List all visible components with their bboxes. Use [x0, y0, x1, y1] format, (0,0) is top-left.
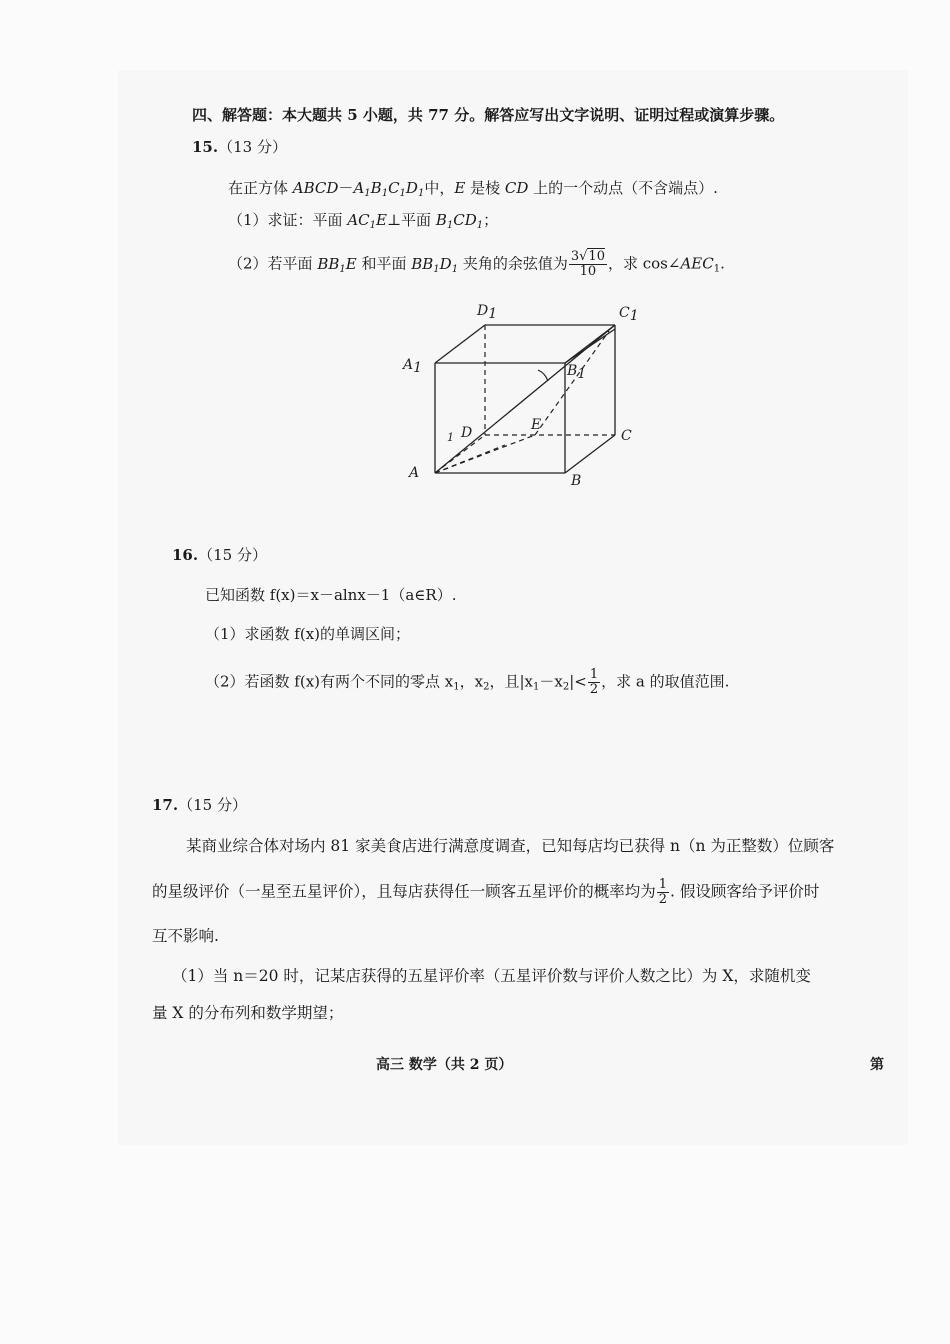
q15-p2-plane2: $BB_1D_1$ — [411, 254, 459, 275]
q15-stem-e: E — [454, 179, 466, 197]
label-B: B — [571, 473, 582, 489]
q15-p2-text: （2）若平面 — [228, 254, 318, 273]
label-C1: C1 — [619, 305, 639, 324]
q16-part2: （2）若函数 f(x)有两个不同的零点 $x_1$，$x_2$，且$|x_1-x_2|<$ $\frac{1}{2}$ ，求 a 的取值范围. — [205, 667, 730, 697]
q17-line1: 某商业综合体对场内 81 家美食店进行满意度调查，已知每店均已获得 n（n 为正整数）位顾客 — [186, 837, 835, 855]
q15-p1-end: ； — [483, 211, 499, 229]
q15-stem-text: 在正方体 — [228, 179, 293, 197]
q15-p1-text: （1）求证：平面 — [228, 211, 348, 229]
q16-p2-fraction — [588, 668, 600, 697]
q17-fraction — [657, 878, 669, 907]
q15-p2-den: 10 — [579, 264, 597, 279]
label-E: E — [531, 417, 542, 433]
q15-cube-top: $A_1B_1C_1D_1$ — [353, 179, 425, 199]
label-C: C — [621, 428, 632, 444]
q16-p2-lt: |< — [569, 672, 587, 691]
q16-p2-num: 1 — [589, 667, 599, 682]
q17-part1-b: 量 X 的分布列和数学期望； — [152, 1004, 344, 1022]
cube-figure — [395, 295, 655, 495]
q15-stem-math: ABCD — [292, 179, 339, 197]
q15-p1-plane2: $B_1CD_1$ — [435, 211, 484, 231]
q16-part1: （1）求函数 f(x)的单调区间； — [205, 625, 411, 643]
q16-p2-minus: －x — [539, 672, 563, 691]
q16-p2-x2: ，x — [459, 672, 484, 691]
q17-line2-text: 的星级评价（一星至五星评价），且每店获得任一顾客五星评价的概率均为 — [152, 882, 656, 901]
q16-heading — [172, 545, 267, 565]
q16-p2-text: （2）若函数 f(x)有两个不同的零点 x — [205, 672, 454, 691]
q15-p2-fraction: $\frac{3√10}{10}$ — [570, 249, 605, 279]
q17-line3: 互不影响. — [152, 927, 219, 945]
q16-stem: 已知函数 f(x)＝x－alnx－1（a∈R）. — [205, 586, 457, 604]
q15-part2: （2）若平面 $BB_1E$ 和平面 $BB_1D_1$ 夹角的余弦值为 $\frac{3√10}{10}$ ，求 $\cos\angle AEC_1$. — [228, 249, 725, 279]
q15-p1-plane1: $AC_1E$ — [347, 211, 387, 231]
q16-p2-end: ，求 a 的取值范围. — [601, 672, 730, 691]
q15-p2-plane1: $BB_1E$ — [317, 254, 357, 275]
q15-p2-ask: ，求 cos∠ — [607, 254, 681, 273]
q17-num: 1 — [658, 877, 668, 892]
q15-stem-text3: 是棱 — [465, 179, 505, 197]
q15-stem-cd: CD — [504, 179, 529, 197]
q16-score: （15 分） — [198, 546, 267, 564]
q15-stem-dash: － — [338, 179, 354, 197]
q17-line2-end: . 假设顾客给予评价时 — [670, 882, 820, 901]
q15-p2-angle: AEC — [680, 254, 714, 273]
q15-number: 15. — [192, 138, 219, 156]
q17-heading — [152, 795, 247, 815]
q17-line2 — [152, 878, 819, 907]
q15-stem — [228, 178, 718, 198]
label-D1: D1 — [477, 303, 498, 322]
label-A1: A1 — [403, 357, 423, 376]
q15-heading — [192, 137, 287, 157]
q17-part1-a: （1）当 n＝20 时，记某店获得的五星评价率（五星评价数与评价人数之比）为 X，求随机变 — [172, 967, 811, 985]
q15-p2-and: 和平面 — [356, 254, 412, 273]
q17-den: 2 — [658, 892, 668, 907]
label-D: D — [461, 425, 473, 441]
q15-p2-cos-text: 夹角的余弦值为 — [458, 254, 568, 273]
label-B1: B1 — [567, 363, 587, 382]
q17-score: （15 分） — [178, 796, 247, 814]
label-one: 1 — [447, 431, 454, 444]
q15-p2-coef: 3 — [570, 249, 580, 264]
footer-right: 第 — [870, 1057, 884, 1073]
q15-p2-end: . — [720, 254, 725, 273]
q16-p2-den: 2 — [589, 682, 599, 697]
q15-stem-text4: 上的一个动点（不含端点）. — [528, 179, 718, 197]
q15-part1 — [228, 210, 498, 230]
q15-p1-perp: ⊥平面 — [386, 211, 436, 229]
q17-number: 17. — [152, 796, 179, 814]
q15-stem-text2: 中， — [424, 179, 455, 197]
label-A: A — [409, 465, 420, 481]
section-header: 四、解答题：本大题共 5 小题，共 77 分。解答应写出文字说明、证明过程或演算步骤。 — [192, 106, 785, 124]
q16-number: 16. — [172, 546, 199, 564]
q16-p2-abs: ，且|x — [489, 672, 533, 691]
footer-center: 高三 数学（共 2 页） — [376, 1057, 513, 1073]
q15-p2-radicand: 10 — [588, 249, 605, 264]
q15-score: （13 分） — [218, 138, 287, 156]
